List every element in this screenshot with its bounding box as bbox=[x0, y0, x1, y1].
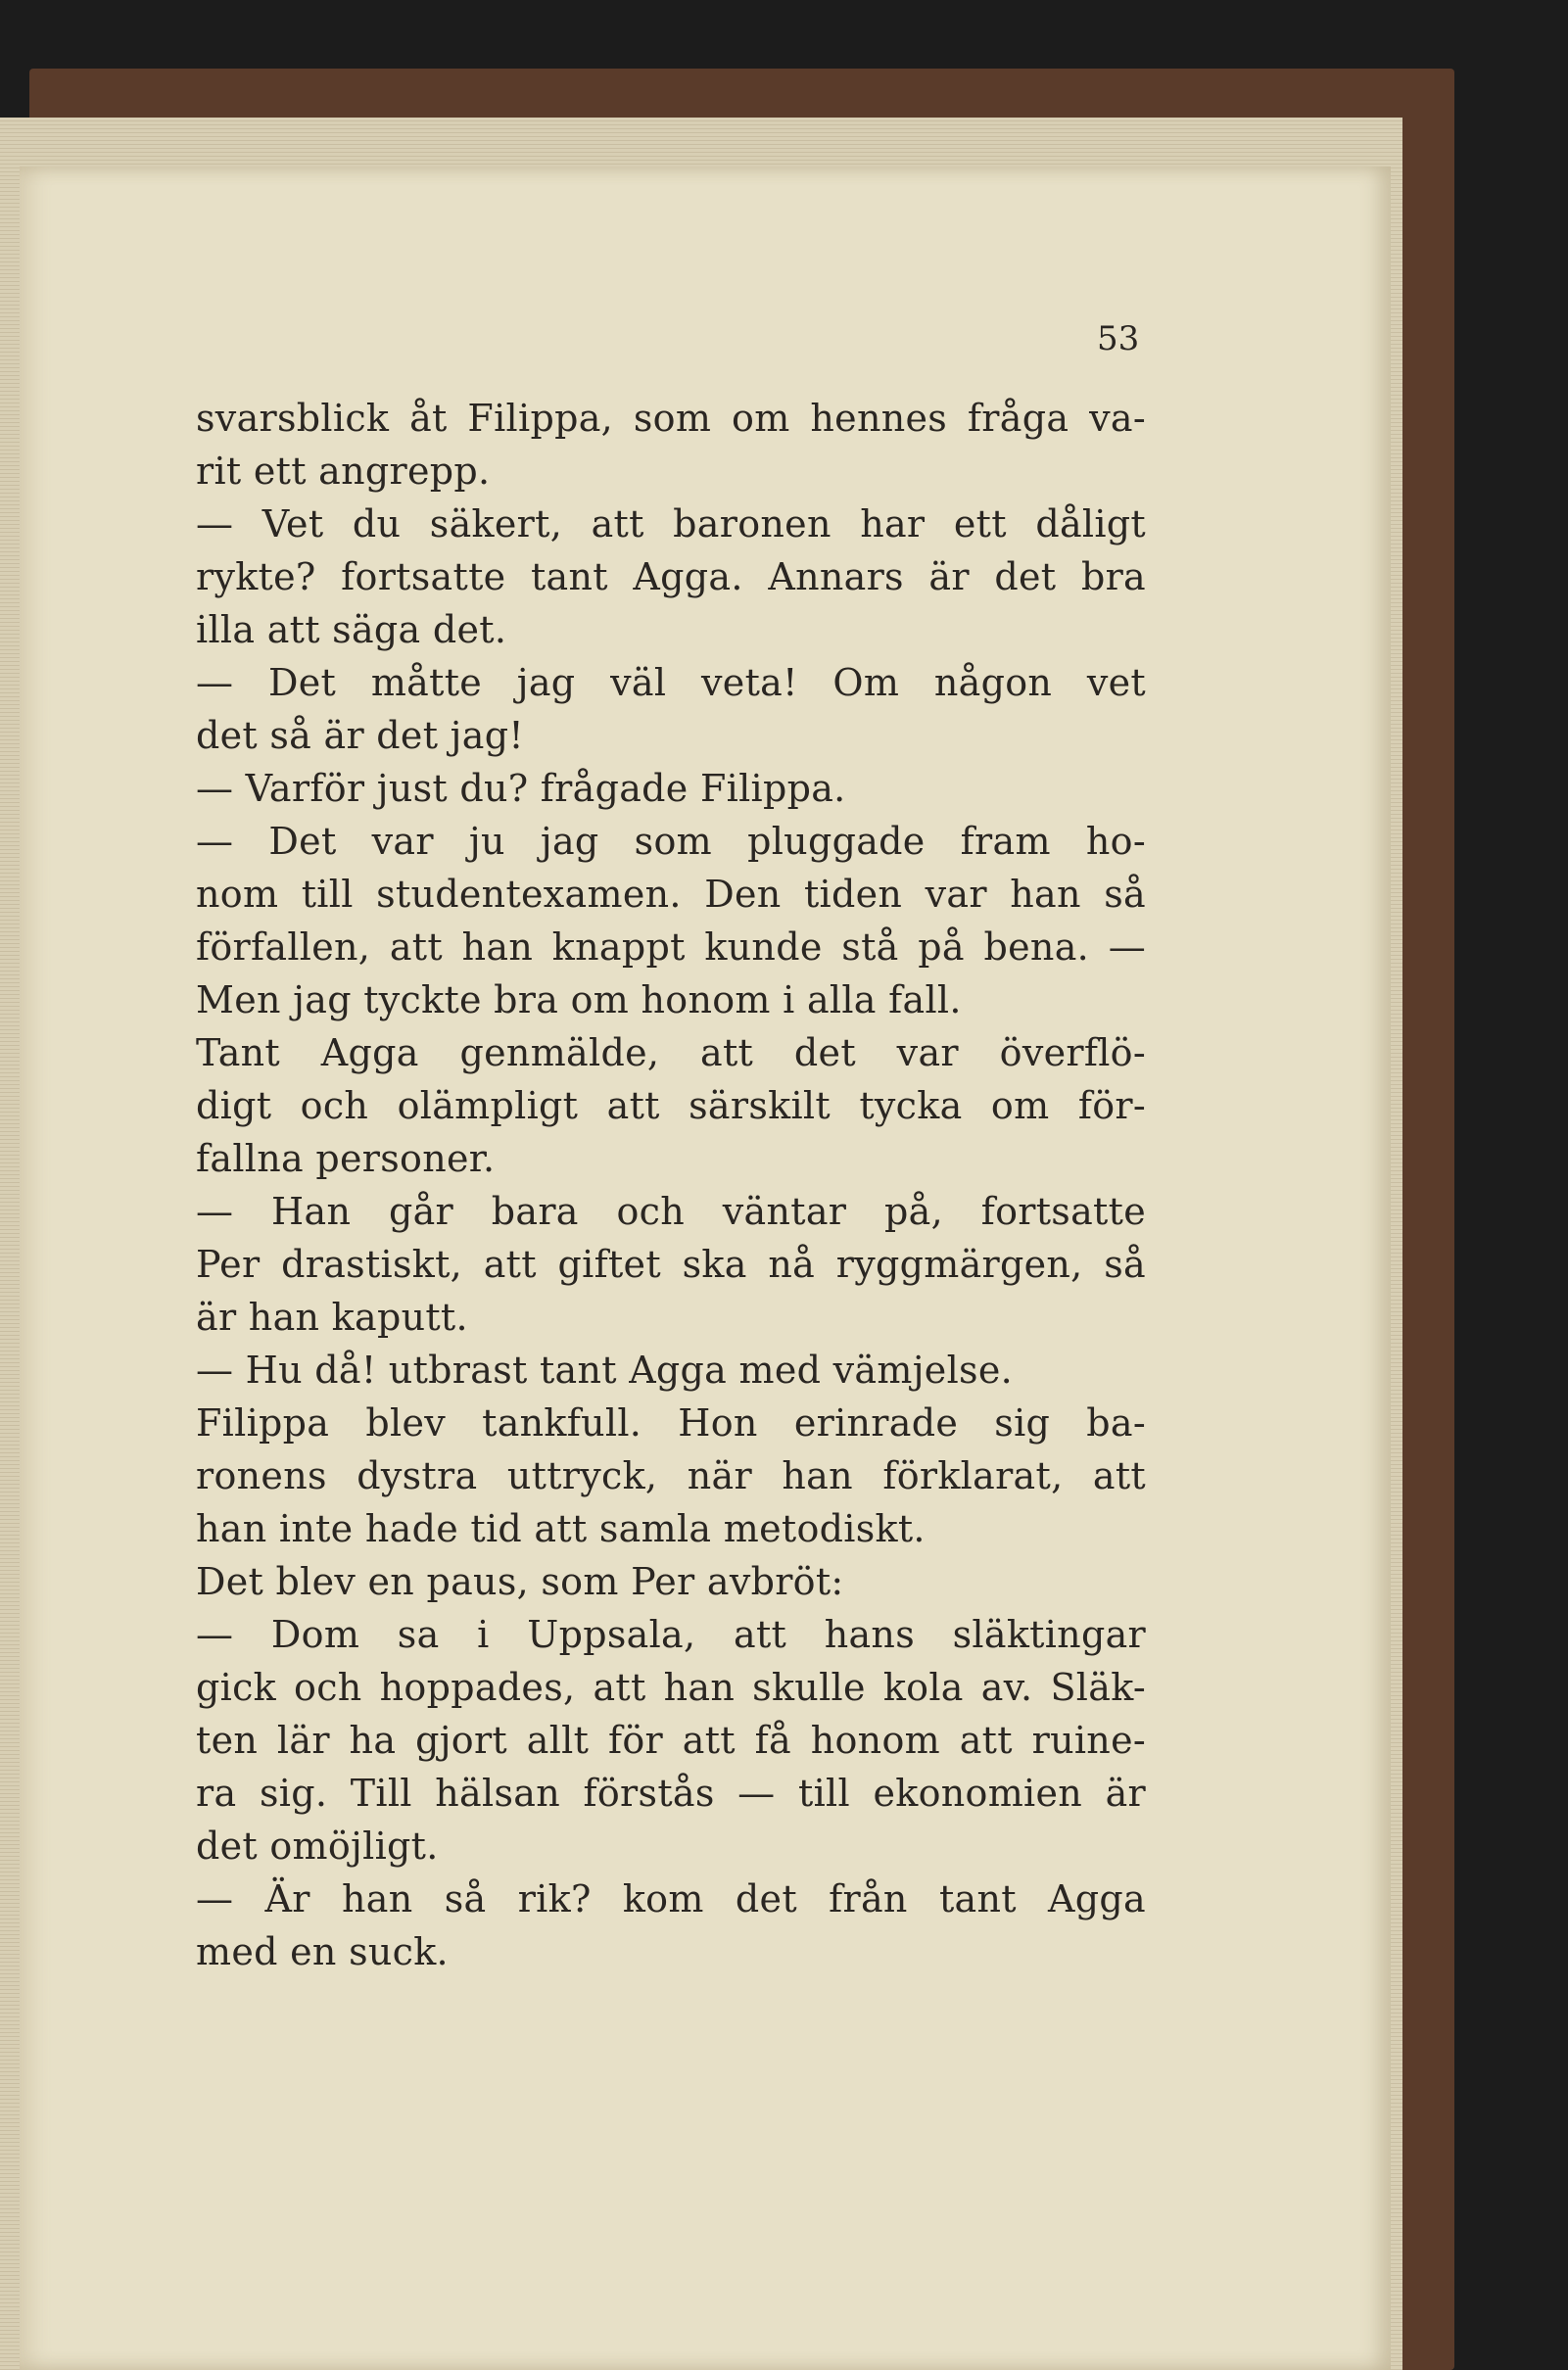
text-line: det så är det jag! bbox=[196, 714, 524, 757]
text-line: fallna personer. bbox=[196, 1137, 496, 1180]
text-line: han inte hade tid att samla metodiskt. bbox=[196, 1507, 926, 1550]
text-line: Filippa blev tankfull. Hon erinrade sig ba- bbox=[196, 1401, 1146, 1445]
text-line: illa att säga det. bbox=[196, 608, 507, 651]
text-line: Men jag tyckte bra om honom i alla fall. bbox=[196, 978, 962, 1021]
text-line: det omöjligt. bbox=[196, 1825, 439, 1868]
text-line: digt och olämpligt att särskilt tycka om för- bbox=[196, 1084, 1146, 1127]
text-line: ra sig. Till hälsan förstås — till ekonomien är bbox=[196, 1772, 1146, 1815]
text-line: Det blev en paus, som Per avbröt: bbox=[196, 1560, 844, 1603]
text-line: — Hu då! utbrast tant Agga med vämjelse. bbox=[196, 1349, 1013, 1392]
page-number: 53 bbox=[1097, 319, 1140, 358]
text-line: — Det måtte jag väl veta! Om någon vet bbox=[196, 661, 1146, 704]
text-line: — Det var ju jag som pluggade fram ho- bbox=[196, 820, 1146, 863]
text-line: svarsblick åt Filippa, som om hennes fråga va- bbox=[196, 397, 1146, 440]
text-block bbox=[196, 392, 1146, 1978]
text-line: — Dom sa i Uppsala, att hans släktingar bbox=[196, 1613, 1146, 1656]
text-line: nom till studentexamen. Den tiden var han så bbox=[196, 873, 1146, 916]
text-line: — Vet du säkert, att baronen har ett dåligt bbox=[196, 502, 1146, 545]
text-line: ronens dystra uttryck, när han förklarat, att bbox=[196, 1454, 1146, 1497]
text-line: — Är han så rik? kom det från tant Agga bbox=[196, 1877, 1146, 1920]
text-line: Tant Agga genmälde, att det var överflö- bbox=[196, 1031, 1146, 1074]
text-line: — Han går bara och väntar på, fortsatte bbox=[196, 1190, 1146, 1233]
text-line: är han kaputt. bbox=[196, 1296, 468, 1339]
text-line: med en suck. bbox=[196, 1930, 449, 1973]
text-line: rit ett angrepp. bbox=[196, 450, 491, 493]
text-line: ten lär ha gjort allt för att få honom att ruine- bbox=[196, 1719, 1146, 1762]
text-line: rykte? fortsatte tant Agga. Annars är det bra bbox=[196, 555, 1146, 598]
text-line: — Varför just du? frågade Filippa. bbox=[196, 767, 846, 810]
text-line: gick och hoppades, att han skulle kola av. Släk- bbox=[196, 1666, 1146, 1709]
text-line: förfallen, att han knappt kunde stå på bena. — bbox=[196, 925, 1146, 969]
text-line: Per drastiskt, att giftet ska nå ryggmärgen, så bbox=[196, 1243, 1146, 1286]
